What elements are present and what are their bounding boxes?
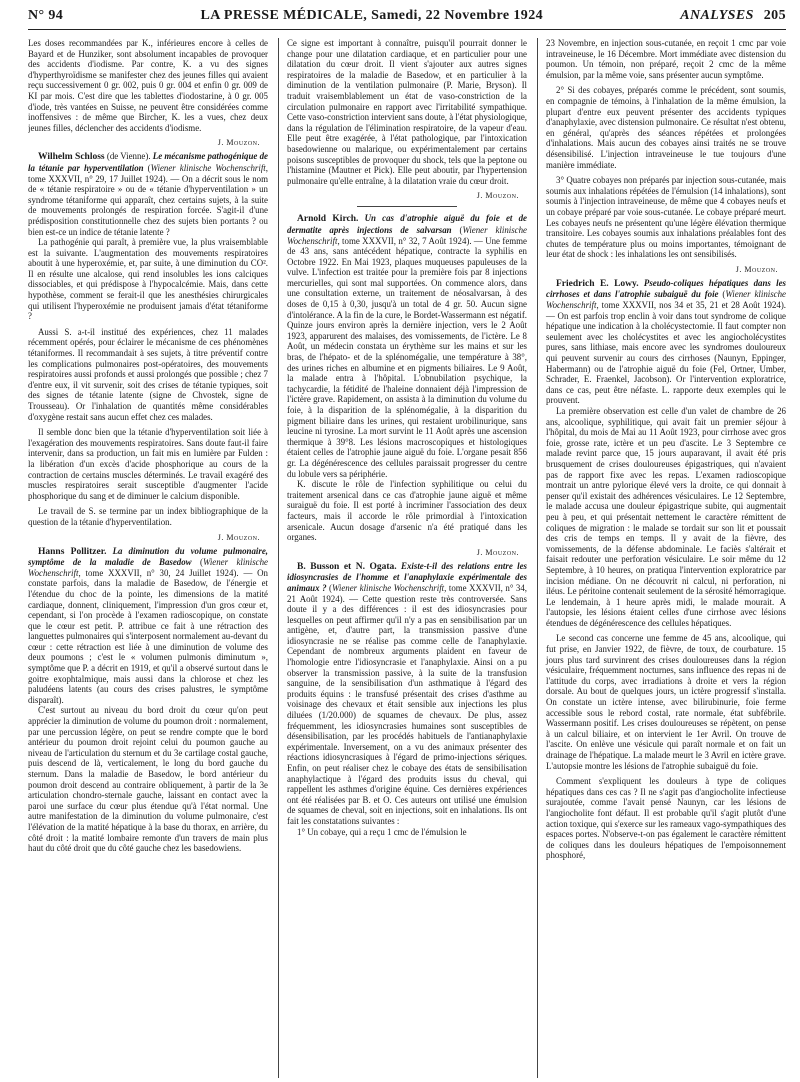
column-1: [28, 38, 268, 1078]
article-title: La diminution du volume pulmonaire, symptôme de la maladie de Basedow: [28, 545, 268, 568]
article-author: B. Busson et N. Ogata.: [297, 561, 397, 572]
text-columns: [28, 38, 786, 1078]
issue-number: N° 94: [28, 8, 64, 23]
signature: J. Mouzon.: [217, 532, 260, 542]
paragraph: Aussi S. a-t-il institué des expériences, chez 11 malades récemment opérés, pour éclairer le mécanisme de ces phénomènes tétaniformes. Il recommandait à ses sujets, à titre préventif contre les complications pulmonaires post-opératoires, des mouvements respiratoires aussi profonds et aussi prolongés que possible ; chez 7 d'entre eux, il vit survenir, soit des crises de tétanie typiques, soit des signes de tétanie latente (signe de Chvostek, signe de Trousseau). Or l'inhalation de quantités même considérables d'oxygène restait sans aucun effet chez ces malades.: [28, 326, 268, 422]
paragraph: 23 Novembre, en injection sous-cutanée, en reçoit 1 cmc par voie intraveineuse, le 16 Décembre. Mort immédiate avec distension du poumon. Un témoin, non préparé, reçoit 2 cmc de la même émulsion, par la même voie, sans présenter aucun symptôme.: [546, 38, 786, 80]
signature: J. Mouzon.: [735, 264, 778, 274]
article-author: Arnold Kirch.: [297, 214, 359, 225]
journal-name: Wiener klinische Wochenschrift: [150, 162, 266, 173]
paragraph: La première observation est celle d'un valet de chambre de 26 ans, alcoolique, syphilitique, qui avait fait un premier séjour à l'hôpital, du mois de Mai au 11 Août 1923, pour cirrhose avec gros foie, grosse rate, ictère et un peu d'ascite. Le 3 Septembre ce malade revint parce que, 15 jours auparavant, il avait été pris brusquement de crises douloureuses épigastriques, qui n'avaient pas de rapport fixe avec les repas. L'examen radioscopique montrait un antre pylorique élevé vers la droite, ce qui donnait à penser qu'il existait des adhérences vésiculaires. Le 12 Septembre, le malade accusa une douleur épigastrique subite, qui augmentait peu à peu, et qui présentait nettement le caractère rémittent de coliques de migration : le malade se tordait sur son lit et poussait des cris de temps en temps. Il y avait de la fièvre, des vomissements, de la défense abdominale. Le faciès s'altérait et faisait redouter une perforation vésiculaire. Le soir même du 12 Septembre, à 10 heures, on pratiqua l'intervention exploratrice par incision médiane. On ne découvrit ni calcul, ni perforation, ni iléus. Le péritoine contenait seulement de la sérosité hémorragique. Le lendemain, à 1 heure après midi, le malade mourait. A l'autopsie, les lésions étaient celles d'une cirrhose avec lésions étendues de dégénérescence des cellules hépatiques.: [546, 406, 786, 628]
section-name: ANALYSES: [680, 8, 754, 23]
paragraph: La pathogénie qui paraît, à première vue, la plus vraisemblable est la suivante. L'augmentation des mouvements respiratoires aboutit à une hyperoxémie, et, par suite, à une diminution du CO². Il en résulte une alcalose, qui rend insolubles les ions calciques dissociables, et qui prédispose à l'hypocalcémie. Mais, dans cette hypothèse, comment se ferait-il que les anesthésies chirurgicales qui utilisent l'hyperoxémie ne produisent jamais d'état tétaniforme ?: [28, 237, 268, 322]
signature: J. Mouzon.: [476, 191, 519, 201]
paragraph: Comment s'expliquent les douleurs à type de coliques hépatiques dans ces cas ? Il ne s'agit pas d'angiocholite infectieuse surajoutée, comme l'avait pensé Naunyn, car les lésions de l'angiocholite font défaut. Il est probable qu'il s'agit plutôt d'une action toxique, qui s'exerce sur les rameaux vago-sympathiques des espaces portes. N'observe-t-on pas également le caractère rémittent de coliques dans les douleurs hépatiques de l'empoisonnement phosphoré,: [546, 776, 786, 861]
article-header: Wilhelm Schloss (de Vienne). Le mécanisme pathogénique de la tétanie par hyperventilation (Wiener klinische Wochenschrift, tome XXXVII, n° 29, 17 Juillet 1924). — On a décrit sous le nom de « tétanie respiratoire » ou de « tétanie d'hyperventilation » un syndrome tétaniforme qui apparaît, chez certains sujets, à la suite de mouvements prolongés de respiration forcée. S'agit-il d'une prédisposition constitutionnelle chez des sujets bien portants ? ou bien est-ce un indice de tétanie latente ?: [28, 151, 268, 237]
article-title: Existe-t-il des relations entre les idiosyncrasies de l'homme et l'anaphylaxie expérimentale des animaux ?: [287, 560, 527, 593]
journal-name: Wiener klinische Wochenschrift: [331, 582, 445, 593]
paragraph: K. discute le rôle de l'infection syphilitique ou celui du traitement arsenical dans ce cas d'atrophie jaune aiguë et même suraiguë du foie. Il est porté à incriminer l'association des deux facteurs, mais il accorde le rôle primordial à l'intoxication arsenicale. Aucun dosage d'arsenic n'a été pratiqué dans les organes.: [287, 479, 527, 543]
article-body: , tome XXXVII, n° 34, 21 Août 1924). — Cette question reste très controversée. Sans doute il y a des différences : il est des idiosyncrasies pour lesquelles on peut affirmer qu'il n'y a pas en sensibilisation par un antigène, et, d'autre part, la transmission passive d'une idiosyncrasie ne se réalise pas comme celle de l'anaphylaxie. Cependant de nombreux arguments plaident en faveur de l'homologie entre l'idiosyncrasie et l'anaphylaxie. Ainsi on a pu observer la transmission passive, à la suite de la transfusion sanguine, de la sensibilisation d'un asthmatique à l'égard des produits équins : le transfusé présentait des crises d'asthme au voisinage des chevaux et était sensible aux injections les plus diluées (1/20.000) de squames de chevaux. De plus, assez fréquemment, les idiosyncrasies humaines sont susceptibles de désensibilisation, par les procédés habituels de l'antianaphylaxie expérimentale. Inversement, on a vu des animaux présenter des réactions idiosyncrasiques à l'égard de primo-injections sériques. Enfin, on peut réaliser chez le cobaye des états de sensibilisation anaphylactique à l'égard des produits issus du cheval, qui rappellent les asthmes d'origine équine. Ces dernières expériences ont été réalisées par B. et O. Ces auteurs ont utilisé une émulsion de squames de cheval, soit en injections, soit en inhalations. Ils ont fait les constatations suivantes :: [287, 582, 527, 826]
paragraph: 2° Si des cobayes, préparés comme le précédent, sont soumis, en compagnie de témoins, à l'inhalation de la même émulsion, la plupart d'entre eux peuvent présenter des accidents typiques d'anaphylaxie, avec distension pulmonaire. Ce résultat n'est obtenu, en général, qu'après des séances répétées et prolongées d'inhalations. Mais aucun des cobayes ainsi traités ne se trouve désensibilisé. L'injection intraveineuse le tue toujours d'une manière immédiate.: [546, 85, 786, 170]
author-affiliation: (de Vienne).: [104, 151, 153, 162]
article-title: Pseudo-coliques hépatiques dans les cirrhoses et dans l'atrophie subaiguë du foie: [546, 277, 786, 300]
article-title: Le mécanisme pathogénique de la tétanie par hyperventilation: [28, 151, 268, 173]
article-author: Hanns Pollitzer.: [38, 546, 107, 557]
paragraph: Le travail de S. se termine par un index bibliographique de la question de la tétanie d'hyperventilation.: [28, 506, 268, 527]
paragraph: 1° Un cobaye, qui a reçu 1 cmc de l'émulsion le: [297, 826, 467, 837]
signature: J. Mouzon.: [217, 138, 260, 148]
article-body: , tome XXXVII, n° 29, 17 Juillet 1924). — On a décrit sous le nom de « tétanie respiratoire » ou de « tétanie d'hyperventilation » un syndrome tétaniforme qui apparaît, chez certains sujets, à la suite de mouvements prolongés de respiration forcée. S'agit-il d'une prédisposition constitutionnelle chez des sujets bien portants ? ou bien est-ce un indice de tétanie latente ?: [28, 162, 268, 237]
column-3: [537, 38, 786, 1078]
journal-title: LA PRESSE MÉDICALE, Samedi, 22 Novembre 1924: [200, 8, 543, 23]
article-header: Friedrich E. Lowy. Pseudo-coliques hépatiques dans les cirrhoses et dans l'atrophie subaiguë du foie (Wiener klinische Wochenschrift, tome XXXVII, nos 34 et 35, 21 et 28 Août 1924). — On est parfois trop enclin à voir dans tout syndrome de colique hépatique une indication à la cholécystectomie. Il faut compter non seulement avec les cholécystites et avec les angiocholécystites pures, sans lithiase, mais encore avec les syndromes douloureux qui peuvent survenir au cours des cirrhoses (Naunyn, Eppinger, Habermann) ou de l'atrophie aiguë du foie (Fel, Ortner, Umber, Schrader, E. Fraenkel, Jacobson). Or l'intervention exploratrice, dans ce cas, peut être néfaste. L. rapporte deux exemples qui le prouvent.: [546, 277, 786, 406]
page-number: 205: [763, 8, 786, 23]
article-author: Friedrich E. Lowy.: [556, 278, 639, 289]
paragraph: C'est surtout au niveau du bord droit du cœur qu'on peut apprécier la diminution de volume du poumon droit : normalement, par une percussion légère, on peut se rendre compte que le bord antérieur du poumon droit rejoint celui du poumon gauche au niveau de l'articulation du sternum et du 3e cartilage costal gauche, puis descend de là, verticalement, le long du bord gauche du sternum. Dans la maladie de Basedow, le bord antérieur du poumon droit descend au contraire obliquement, à partir de la 3e articulation chondro-sternale gauche, laissant en contact avec la paroi une surface du cœur plus étendue qu'à l'état normal. Une autre manifestation de la diminution du volume pulmonaire, c'est l'élévation de la matité hépatique à la base du thorax, en arrière, du côté droit : la matité lombaire remonte d'un travers de main plus haut du côté droit que du côté gauche chez les basedowiens.: [28, 705, 268, 854]
paragraph: 3° Quatre cobayes non préparés par injection sous-cutanée, mais soumis aux inhalations répétées de l'émulsion (14 inhalations), sont soumis à l'injection intraveineuse, de même que 4 cobayes neufs et un cobaye préparé par voie sous-cutanée. Le cobaye préparé meurt. Les cobayes neufs ne présentent qu'une légère élévation thermique transitoire. Les cobayes soumis aux inhalations préalables font des chutes de température plus ou moins importantes, témoignant de leur état de shock : les inhalations les ont sensibilisés.: [546, 175, 786, 260]
paragraph: Il semble donc bien que la tétanie d'hyperventilation soit liée à l'exagération des mouvements respiratoires. Sans doute faut-il faire intervenir, dans sa production, un fait mis en lumière par Fulden : la libération d'un excès d'acide phosphorique au cours de la contraction de certains muscles déterminés. Le travail exagéré des muscles respiratoires serait susceptible d'augmenter l'acide phosphorique du sang et de diminuer le calcium disponible.: [28, 427, 268, 501]
column-2: [278, 38, 527, 1078]
article-title: Un cas d'atrophie aiguë du foie et de dermatite après injections de salvarsan: [287, 213, 527, 235]
signature: J. Mouzon.: [476, 547, 519, 557]
paragraph: Le second cas concerne une femme de 45 ans, alcoolique, qui fut prise, en Janvier 1922, de fièvre, de toux, de courbature. 15 jours plus tard survinrent des crises douloureuses dans la région vésiculaire, fréquemment nocturnes, sans influence des repas ni de l'attitude du corps, avec irradiations à droite et vers la région dorsale. Au bout de quelques jours, un ictère progressif s'installa. On constate un ictère intense, avec bilirubinurie, foie ferme accessible sous le rebord costal, rate normale, état subfébrile. Wassermann positif. Les crises douloureuses se répètent, on pense à un calcul biliaire, et on intervient le 1er Avril. On trouve de l'ascite. On enlève une vésicule qui paraît normale et on fait un drainage de l'hépatique. La malade meurt le 3 Avril en ictère grave. L'autopsie montre les lésions de l'atrophie subaiguë du foie.: [546, 633, 786, 771]
article-body: , tome XXXVII, n° 30, 24 Juillet 1924). — On constate parfois, dans la maladie de Basedow, de l'énergie et l'étendue du choc de la pointe, les dimensions de la matité cardiaque, donnent, cliniquement, l'impression d'un gros cœur et, cependant, si l'on procède à l'examen radioscopique, on constate que le cœur est petit. P. attribue ce fait à une rétraction des languettes pulmonaires qui s'interposent normalement au-devant du cœur : cette rétraction est liée à une diminution de volume des deux poumons ; c'est le « volumen pulmonis diminutum », symptôme que P. a décrit en 1919, et qu'il a observé surtout dans le goitre exophtalmique, mais aussi dans la chlorose et chez les paludéens latents (au cours des crises palustres, le symptôme disparaît).: [28, 567, 268, 705]
separator-rule: [357, 206, 458, 207]
article-author: Wilhelm Schloss: [38, 152, 105, 163]
article-header: Hanns Pollitzer. La diminution du volume pulmonaire, symptôme de la maladie de Basedow (Wiener klinische Wochenschrift, tome XXXVII, n° 30, 24 Juillet 1924). — On constate parfois, dans la maladie de Basedow, de l'énergie et l'étendue du choc de la pointe, les dimensions de la matité cardiaque, donnent, cliniquement, l'impression d'un gros cœur et, cependant, si l'on procède à l'examen radioscopique, on constate que le cœur est petit. P. attribue ce fait à une rétraction des languettes pulmonaires qui s'interposent normalement au-devant du cœur : cette rétraction est liée à une diminution de volume des deux poumons ; c'est le « volumen pulmonis diminutum », symptôme que P. a décrit en 1919, et qu'il a observé surtout dans le goitre exophtalmique, mais aussi dans la chlorose et chez les paludéens latents (au cours des crises palustres, le symptôme disparaît).: [28, 545, 268, 705]
journal-name: Wiener klinische Wochenschrift: [546, 289, 786, 311]
paragraph: Ce signe est important à connaître, puisqu'il pourrait donner le change pour une dilatation cardiaque, et en particulier pour une dilatation du cœur droit. Il vient s'ajouter aux autres signes respiratoires de la maladie de Basedow, et en particulier à la diminution de la ventilation pulmonaire (P. Marie, Bryson). Il traduit vraisemblablement un état de vaso-constriction de la circulation pulmonaire en rapport avec l'irritabilité sympathique. Cette vaso-constriction intervient sans doute, à l'état physiologique, dans la régulation de l'élimination respiratoire, de la vapeur d'eau. Elle peut être exagérée, à l'état pathologique, par l'intoxication basedowienne ou malarique, ou expérimentalement par certains poisons susceptibles de provoquer du shock, tels que la peptone ou l'histamine (Mautner et Pick). Elle peut aboutir, par l'hypertension pulmonaire qu'elle entraîne, à la dilatation vraie du cœur droit.: [287, 38, 527, 186]
paragraph: Les doses recommandées par K., inférieures encore à celles de Bayard et de Hunziker, sont absolument incapables de provoquer des accidents d'iodisme. Par contre, K. a vu des signes d'hyperthyroïdisme se manifester chez des jeunes filles qui avaient reçu successivement 0 gr. 002, puis 0 gr. 004 et enfin 0 gr. 009 de KI par mois. C'est dire que les tablettes d'iodostarine, à 0 gr. 005 d'iode, très vantées en Suisse, ne peuvent être considérées comme inoffensives : de même que Bircher, K. les a vues, chez deux jeunes filles, déclencher des accidents d'iodisme.: [28, 38, 268, 133]
article-header: B. Busson et N. Ogata. Existe-t-il des relations entre les idiosyncrasies de l'homme et l'anaphylaxie expérimentale des animaux ? (Wiener klinische Wochenschrift, tome XXXVII, n° 34, 21 Août 1924). — Cette question reste très controversée. Sans doute il y a des différences : il est des idiosyncrasies pour lesquelles on peut affirmer qu'il n'y a pas en sensibilisation par un antigène, et, d'autre part, la transmission passive d'une idiosyncrasie ne se réalise pas comme celle de l'anaphylaxie. Cependant de nombreux arguments plaident en faveur de l'homologie entre l'idiosyncrasie et l'anaphylaxie. Ainsi on a pu observer la transmission passive, à la suite de la transfusion sanguine, de la sensibilisation d'un asthmatique à l'égard des produits équins : le transfusé présentait des crises d'asthme au voisinage des chevaux et était sensible aux injections les plus diluées (1/20.000) de squames de chevaux. De plus, assez fréquemment, les idiosyncrasies humaines sont susceptibles de désensibilisation, par les procédés habituels de l'antianaphylaxie expérimentale. Inversement, on a vu des animaux présenter des réactions idiosyncrasiques à l'égard de primo-injections sériques. Enfin, on peut réaliser chez le cobaye des états de sensibilisation anaphylactique à l'égard des produits issus du cheval, qui rappellent les asthmes d'origine équine. Ces dernières expériences ont été réalisées par B. et O. Ces auteurs ont utilisé une émulsion de squames de cheval, soit en injections, soit en inhalations. Ils ont fait les constatations suivantes :: [287, 560, 527, 826]
journal-name: Wiener klinische Wochenschrift: [28, 557, 268, 578]
article-body: , tome XXXVII, n° 32, 7 Août 1924). — Une femme de 43 ans, sans antécédent hépatique, contracte la syphilis en Octobre 1922. En Mai 1923, plaques muqueuses papuleuses de la vulve. L'infection est traitée pour la première fois par 8 injections mercurielles, qui sont mal supportées. On commence alors, dans une consultation externe, un traitement de néosalvarsan, à des doses de 0,15 à 0,30, jusqu'à un total de 4 gr. 50. Aucun signe d'intolérance. A la fin de la cure, le Bordet-Wassermann est négatif. Quinze jours environ après la dernière injection, vers le 2 Août 1923, apparurent des malaises, des vomissements, de l'ictère. Le 8 Août, un médecin constata un érythème sur les mains et sur les bras, de l'hépato- et de la splénomégalie, une température à 38°, des urines riches en albumine et en pigments biliaires. Le 9 Août, la malade entra à l'hôpital. L'obnubilation psychique, la tachycardie, la fétidité de l'haleine donnaient déjà l'impression de l'ictère grave. Rapidement, on assista à la diminution du volume du foie, à la disparition de la splénomégalie, à la disparition du pigment biliaire dans les urines, qui restaient urobilinurique, sans leucine ni tyrosine. La mort survint le 11 Août après une ascension thermique à 39°8. Les lésions macroscopiques et histologiques étaient celles de l'atrophie jaune aiguë du foie. L'organe pesait 856 gr. La dégénérescence des cellules paraissait progresser du centre du lobule vers sa périphérie.: [287, 235, 527, 479]
article-header: Arnold Kirch. Un cas d'atrophie aiguë du foie et de dermatite après injections de salvarsan (Wiener klinische Wochenschrift, tome XXXVII, n° 32, 7 Août 1924). — Une femme de 43 ans, sans antécédent hépatique, contracte la syphilis en Octobre 1922. En Mai 1923, plaques muqueuses papuleuses de la vulve. L'infection est traitée pour la première fois par 8 injections mercurielles, qui sont mal supportées. On commence alors, dans une consultation externe, un traitement de néosalvarsan, à des doses de 0,15 à 0,30, jusqu'à un total de 4 gr. 50. Aucun signe d'intolérance. A la fin de la cure, le Bordet-Wassermann est négatif. Quinze jours environ après la dernière injection, vers le 2 Août 1923, apparurent des malaises, des vomissements, de l'ictère. Le 8 Août, un médecin constata un érythème sur les mains et sur les bras, de l'hépato- et de la splénomégalie, une température à 38°, des urines riches en albumine et en pigments biliaires. Le 9 Août, la malade entra à l'hôpital. L'obnubilation psychique, la tachycardie, la fétidité de l'haleine donnaient déjà l'impression de l'ictère grave. Rapidement, on assista à la diminution du volume du foie, à la disparition de la splénomégalie, à la disparition du pigment biliaire dans les urines, qui restaient urobilinurique, sans leucine ni tyrosine. La mort survint le 11 Août après une ascension thermique à 39°8. Les lésions macroscopiques et histologiques étaient celles de l'atrophie jaune aiguë du foie. L'organe pesait 856 gr. La dégénérescence des cellules paraissait progresser du centre du lobule vers sa périphérie.: [287, 213, 527, 479]
article-body: , tome XXXVII, nos 34 et 35, 21 et 28 Août 1924). — On est parfois trop enclin à voir dans tout syndrome de colique hépatique une indication à la cholécystectomie. Il faut compter non seulement avec les cholécystites et avec les angiocholécystites pures, sans lithiase, mais encore avec les syndromes douloureux qui peuvent survenir au cours des cirrhoses (Naunyn, Eppinger, Habermann) ou de l'atrophie aiguë du foie (Fel, Ortner, Umber, Schrader, E. Fraenkel, Jacobson). Or l'intervention exploratrice, dans ce cas, peut être néfaste. L. rapporte deux exemples qui le prouvent.: [546, 300, 786, 406]
header-right: [680, 8, 786, 24]
journal-name: Wiener klinische Wochenschrift: [287, 224, 527, 246]
running-header: [28, 8, 786, 30]
